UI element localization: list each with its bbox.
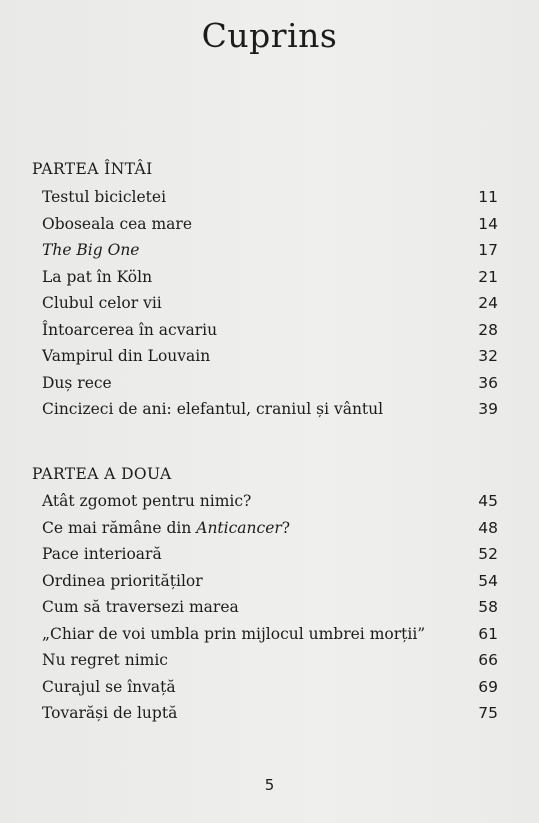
page-number: 5: [264, 776, 275, 794]
toc-entry-title: [42, 371, 112, 395]
toc-entry-page-number: 11: [478, 188, 498, 206]
toc-entry: [42, 185, 498, 209]
toc-entry: [42, 516, 498, 540]
toc-entry-title: [42, 595, 239, 619]
toc-entry-page-number: 66: [478, 651, 498, 669]
toc-entry-title-text: Vampirul din Louvain: [42, 347, 211, 365]
toc-entry: [42, 542, 498, 566]
toc-entry: [42, 291, 498, 315]
toc-entry-page-number: 21: [478, 267, 498, 286]
toc-entry-title: [42, 291, 162, 315]
toc-entry-title-italic: Anticancer: [196, 518, 282, 537]
toc-entry-page-number: 32: [478, 347, 498, 365]
toc-entry-page-number: 24: [478, 294, 498, 312]
toc-entry-title: [42, 212, 192, 236]
toc-entry-title: [42, 648, 168, 672]
toc-entry: [42, 675, 498, 699]
toc-entry-page-number: 28: [478, 320, 498, 339]
toc-entry-page-number: 61: [478, 624, 498, 643]
toc-entry-title-text: Duș rece: [42, 373, 112, 392]
toc-entry-title: [42, 542, 162, 566]
toc-entry-title: [42, 265, 152, 289]
toc-entry-page-number: 36: [478, 373, 498, 392]
toc-entry-title: [42, 397, 383, 421]
toc-entry-page-number: 58: [478, 598, 498, 616]
toc-entry-title: [42, 185, 166, 209]
toc-entry-title-text: Pace interioară: [42, 545, 162, 563]
toc-entry: [42, 212, 498, 236]
toc-entry-title-text: Nu regret nimic: [42, 651, 168, 669]
toc-entry-title-text: Cum să traversezi marea: [42, 598, 239, 616]
toc-entry-page-number: 14: [478, 214, 498, 233]
toc-entry-title: [42, 238, 139, 262]
toc-entry: [42, 622, 498, 646]
toc-entry-title-italic: The Big One: [42, 241, 140, 259]
toc-entry-title: [42, 622, 425, 646]
toc-entry: [42, 318, 498, 342]
toc-entry-title: [42, 318, 217, 342]
toc-entry-title: [42, 569, 203, 593]
toc-entry-title: [42, 489, 251, 513]
toc-entry-title-text: Curajul se învață: [42, 677, 176, 696]
toc-entry-page-number: 48: [478, 518, 498, 537]
toc-entry-title-text: Cincizeci de ani: elefantul, craniul și vântul: [42, 400, 384, 418]
toc-entry-page-number: 45: [478, 492, 498, 510]
toc-entry-title-text: Întoarcerea în acvariu: [42, 320, 218, 339]
toc-entry-page-number: 69: [478, 677, 498, 696]
toc-entry: [42, 648, 498, 672]
toc-entry-title-text: Oboseala cea mare: [42, 214, 192, 233]
toc-entry: [42, 489, 498, 513]
toc-entry-page-number: 17: [478, 241, 498, 259]
page-title: Cuprins: [201, 16, 338, 55]
toc-entry: [42, 344, 498, 368]
toc-entry: [42, 265, 498, 289]
toc-entry-title-text: ?: [281, 518, 291, 537]
toc-entry-title-text: Tovarăși de luptă: [42, 704, 178, 722]
toc-entry-title-text: „Chiar de voi umbla prin mijlocul umbrei morții”: [42, 624, 426, 643]
toc-entry-title: [42, 344, 210, 368]
toc-entry-title-text: Clubul celor vii: [42, 294, 162, 312]
toc-entry-title: [42, 516, 290, 540]
toc-entry-title-text: Testul bicicletei: [42, 188, 167, 206]
part-2-title: PARTEA A DOUA: [32, 465, 172, 483]
toc-entry: [42, 397, 498, 421]
toc-entry-page-number: 52: [478, 545, 498, 563]
part-1-title: PARTEA ÎNTÂI: [32, 160, 153, 178]
toc-entry-title-text: La pat în Köln: [42, 267, 153, 286]
toc-entry-title: [42, 701, 177, 725]
toc-entry-page-number: 39: [478, 400, 498, 418]
toc-entry-title: [42, 675, 176, 699]
toc-entry-page-number: 54: [478, 571, 498, 590]
toc-entry: [42, 595, 498, 619]
toc-entry: [42, 238, 498, 262]
toc-entry-page-number: 75: [478, 704, 498, 722]
toc-entry: [42, 569, 498, 593]
toc-entry-title-text: Ordinea priorităților: [42, 571, 203, 590]
toc-entry-title-text: Atât zgomot pentru nimic?: [42, 492, 252, 510]
toc-entry: [42, 371, 498, 395]
toc-entry: [42, 701, 498, 725]
toc-entry-title-text: Ce mai rămâne din: [42, 518, 197, 537]
